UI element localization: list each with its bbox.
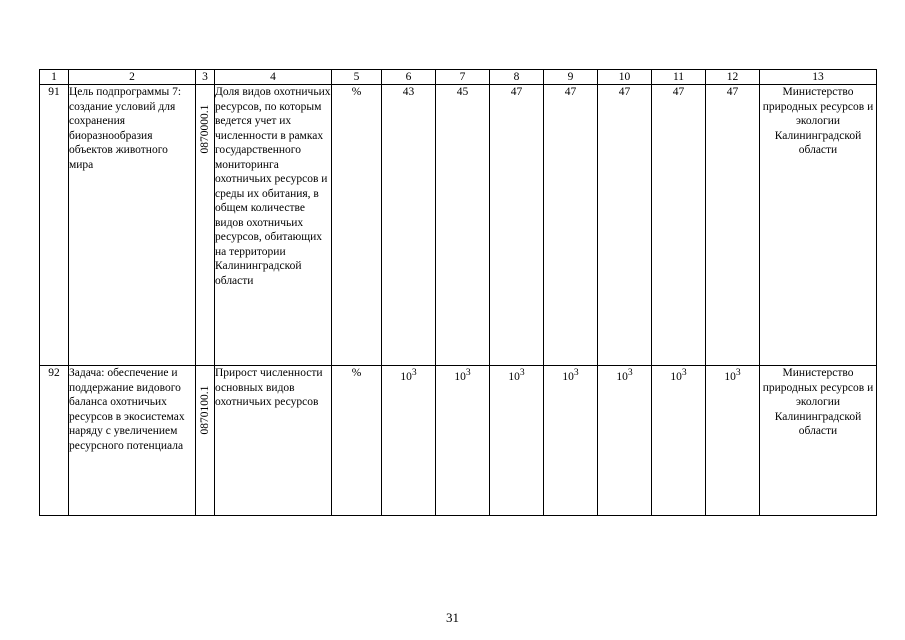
responsible-executor: Министерство природных ресурсов и экологии Калининградской области [760, 85, 877, 366]
responsible-executor: Министерство природных ресурсов и экологии Калининградской области [760, 366, 877, 516]
column-header: 10 [598, 70, 652, 85]
budget-code [196, 85, 215, 366]
column-header: 13 [760, 70, 877, 85]
value-cell: 45 [436, 85, 490, 366]
column-header: 12 [706, 70, 760, 85]
column-header: 5 [332, 70, 382, 85]
value-cell: $10^3$ [598, 366, 652, 516]
goal-name: Цель подпрограммы 7: создание условий для сохранения биоразнообразия объектов животного мира [69, 85, 196, 366]
column-header: 8 [490, 70, 544, 85]
budget-code [196, 366, 215, 516]
row-number: 91 [40, 85, 69, 366]
value-cell: $10^3$ [706, 366, 760, 516]
unit-cell: % [332, 85, 382, 366]
column-header: 6 [382, 70, 436, 85]
unit-cell: % [332, 366, 382, 516]
column-header: 3 [196, 70, 215, 85]
indicator-name: Прирост численности основных видов охотничьих ресурсов [215, 366, 332, 516]
value-cell: $10^3$ [652, 366, 706, 516]
column-header: 4 [215, 70, 332, 85]
column-header: 9 [544, 70, 598, 85]
column-header: 7 [436, 70, 490, 85]
value-cell: $10^3$ [544, 366, 598, 516]
column-header: 1 [40, 70, 69, 85]
value-cell: 47 [652, 85, 706, 366]
value-cell: 47 [490, 85, 544, 366]
value-cell: $10^3$ [436, 366, 490, 516]
budget-code-text: 0870100.1 [198, 385, 211, 435]
table-row [40, 366, 877, 516]
row-number: 92 [40, 366, 69, 516]
value-cell: 43 [382, 85, 436, 366]
value-cell: 47 [544, 85, 598, 366]
column-header: 2 [69, 70, 196, 85]
value-cell: $10^3$ [490, 366, 544, 516]
table-row [40, 85, 877, 366]
column-number-header-row [40, 70, 877, 85]
value-cell: 47 [598, 85, 652, 366]
indicators-table [39, 69, 877, 516]
value-cell: 47 [706, 85, 760, 366]
task-name: Задача: обеспечение и поддержание видового баланса охотничьих ресурсов в экосистемах наряду с увеличением ресурсного потенциала [69, 366, 196, 516]
value-cell: $10^3$ [382, 366, 436, 516]
indicator-name: Доля видов охотничьих ресурсов, по которым ведется учет их численности в рамках государственного мониторинга охотничьих ресурсов и среды их обитания, в общем количестве видов охотничьих ресурсов, обитающих на территории Калининградской области [215, 85, 332, 366]
budget-code-text: 0870000.1 [198, 104, 211, 154]
page-number: 31 [446, 610, 459, 625]
column-header: 11 [652, 70, 706, 85]
